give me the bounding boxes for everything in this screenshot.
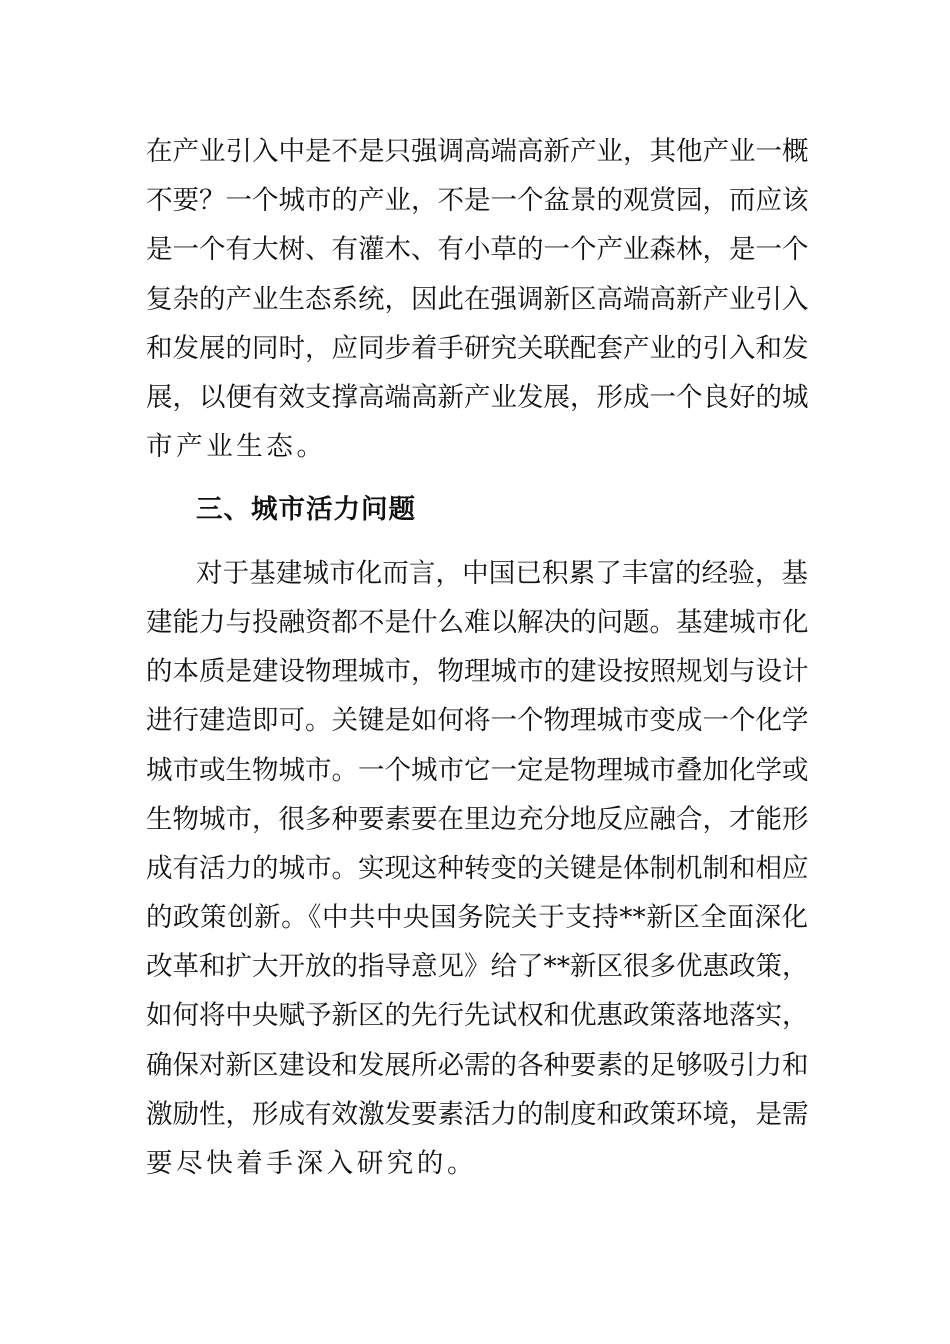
section-heading: 三、城市活力问题 [196, 494, 416, 525]
text-line: 成有活力的城市。实现这种转变的关键是体制机制和相应 [146, 853, 808, 884]
text-line: 确保对新区建设和发展所必需的各种要素的足够吸引力和 [146, 1050, 808, 1081]
text-line: 改革和扩大开放的指导意见》给了**新区很多优惠政策， [146, 951, 808, 982]
text-line: 的政策创新。《中共中央国务院关于支持**新区全面深化 [146, 902, 808, 933]
text-line: 复杂的产业生态系统，因此在强调新区高端高新产业引入 [146, 284, 808, 315]
text-line: 城市或生物城市。一个城市它一定是物理城市叠加化学或 [146, 755, 808, 786]
text-line: 生物城市，很多种要素要在里边充分地反应融合，才能形 [146, 804, 808, 835]
text-line: 不要？一个城市的产业，不是一个盆景的观赏园，而应该 [146, 185, 808, 216]
text-line: 建能力与投融资都不是什么难以解决的问题。基建城市化 [146, 607, 808, 638]
text-line: 市产业生态。 [146, 431, 327, 462]
text-line: 要尽快着手深入研究的。 [146, 1148, 478, 1179]
text-line: 如何将中央赋予新区的先行先试权和优惠政策落地落实， [146, 1000, 808, 1031]
text-line: 是一个有大树、有灌木、有小草的一个产业森林，是一个 [146, 234, 808, 265]
text-line: 对于基建城市化而言，中国已积累了丰富的经验，基 [196, 558, 808, 589]
text-line: 在产业引入中是不是只强调高端高新产业，其他产业一概 [146, 136, 808, 167]
text-line: 和发展的同时，应同步着手研究关联配套产业的引入和发 [146, 333, 808, 364]
text-line: 激励性，形成有效激发要素活力的制度和政策环境，是需 [146, 1099, 808, 1130]
text-line: 进行建造即可。关键是如何将一个物理城市变成一个化学 [146, 705, 808, 736]
text-line: 展，以便有效支撑高端高新产业发展，形成一个良好的城 [146, 382, 808, 413]
text-line: 的本质是建设物理城市，物理城市的建设按照规划与设计 [146, 656, 808, 687]
